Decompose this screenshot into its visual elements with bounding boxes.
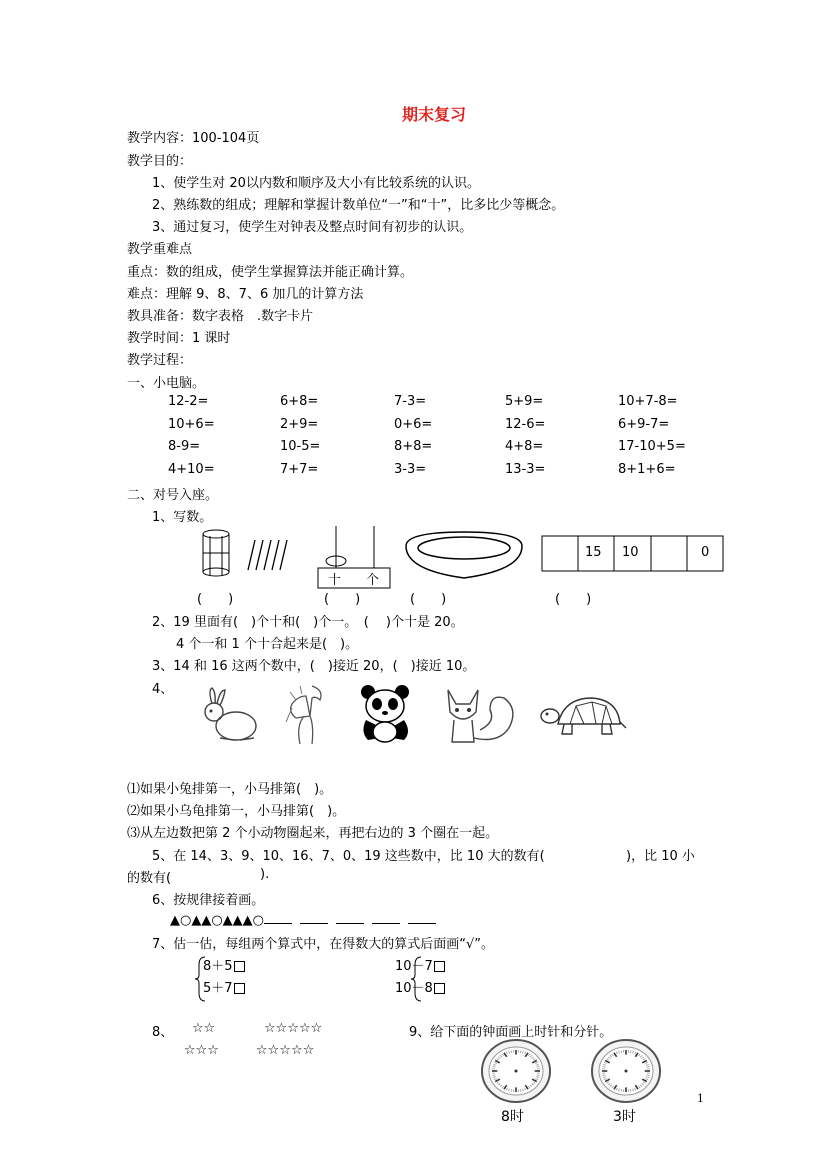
question-9: 9、给下面的钟面画上时针和分针。 (409, 1025, 613, 1040)
question-5d: ). (260, 867, 270, 882)
calc-item: 10+7-8= (618, 394, 678, 409)
panda-picture (358, 682, 416, 746)
question-6: 6、按规律接着画。 (152, 893, 265, 908)
question-2a: 2、19 里面有( )个十和( )个一。 ( )个十是 20。 (152, 615, 464, 630)
q7-right-expr (395, 977, 445, 996)
stars-group: ☆☆☆☆☆ (264, 1021, 323, 1036)
answer-box[interactable] (434, 961, 445, 972)
question-5c: 的数有( (127, 871, 172, 886)
question-4-1: ⑴如果小兔排第一，小马排第( )。 (127, 782, 333, 797)
calc-item: 8+8= (394, 439, 433, 454)
stars-group: ☆☆ (192, 1021, 216, 1036)
plate-figure (403, 530, 525, 582)
calc-item: 5+9= (505, 394, 544, 409)
question-4-3: ⑶从左边数把第 2 个小动物圈起来，再把右边的 3 个圈在一起。 (127, 826, 499, 841)
tools-line: 教具准备：数字表格 .数字卡片 (127, 309, 314, 324)
expression-text: 10－8 (395, 981, 433, 996)
key-point: 重点：数的组成，使学生掌握算法并能正确计算。 (127, 265, 414, 280)
abacus-ones-label: 个 (366, 573, 380, 588)
clock-face-2[interactable] (591, 1039, 663, 1105)
hard-point: 难点：理解 9、8、7、6 加几的计算方法 (127, 287, 364, 302)
goal-3: 3、通过复习，使学生对钟表及整点时间有初步的认识。 (152, 220, 473, 235)
calc-item: 3-3= (394, 461, 427, 477)
process-heading: 教学过程： (127, 353, 193, 368)
calc-item: 2+9= (280, 416, 319, 432)
expression-text: 8＋5 (203, 959, 233, 974)
page-title: 期末复习 (402, 105, 467, 124)
answer-paren: ( ) (555, 592, 592, 607)
answer-paren: ( ) (197, 592, 234, 607)
answer-line[interactable] (408, 911, 436, 924)
calc-item: 7+7= (280, 461, 319, 477)
goals-heading: 教学目的： (127, 154, 193, 169)
difficulty-heading: 教学重难点 (127, 242, 193, 257)
calc-item: 17-10+5= (618, 439, 686, 454)
calc-item: 6+8= (280, 394, 319, 409)
question-2b: 4 个一和 1 个十合起来是( )。 (176, 637, 359, 652)
time-line: 教学时间：1 课时 (127, 331, 231, 346)
q7-left-expr (203, 977, 245, 996)
abacus-tens-label: 十 (328, 573, 342, 588)
answer-line[interactable] (300, 911, 328, 924)
calc-item: 12-2= (168, 394, 209, 409)
calc-row (168, 394, 728, 417)
calc-item: 7-3= (394, 394, 427, 409)
calc-row (168, 462, 728, 485)
question-4: 4、 (152, 682, 174, 697)
question-5b: )，比 10 小 (626, 849, 695, 864)
content-line: 教学内容：100-104页 (127, 131, 260, 146)
calc-item: 8-9= (168, 439, 201, 454)
clock-label-2: 3时 (613, 1109, 636, 1125)
question-3: 3、14 和 16 这两个数中，( )接近 20，( )接近 10。 (152, 659, 476, 674)
goal-2: 2、熟练数的组成；理解和掌握计数单位“一”和“十”，比多比少等概念。 (152, 198, 565, 213)
answer-box[interactable] (434, 983, 445, 994)
fox-picture (440, 686, 520, 746)
calc-item: 13-3= (505, 461, 546, 477)
clock-label-1: 8时 (501, 1109, 524, 1125)
section-2-heading: 二、对号入座。 (127, 488, 219, 503)
question-7: 7、估一估，每组两个算式中，在得数大的算式后面画“√”。 (152, 937, 495, 952)
question-8: 8、 (152, 1025, 174, 1040)
q7-right-expr (395, 955, 445, 974)
calc-row (168, 417, 728, 440)
answer-line[interactable] (264, 911, 292, 924)
question-4-2: ⑵如果小乌龟排第一，小马排第( )。 (127, 804, 346, 819)
answer-line[interactable] (372, 911, 400, 924)
calc-row (168, 439, 728, 462)
calc-item: 12-6= (505, 416, 546, 432)
stars-group: ☆☆☆ (184, 1043, 219, 1058)
answer-paren: ( ) (324, 592, 361, 607)
calc-grid (168, 394, 728, 484)
strip-cell: 10 (622, 545, 639, 560)
calc-item: 10+6= (168, 416, 215, 432)
goal-1: 1、使学生对 20以内数和顺序及大小有比较系统的认识。 (152, 176, 480, 191)
strip-cell: 15 (585, 545, 602, 560)
calc-item: 6+9-7= (618, 416, 670, 432)
calc-item: 4+8= (505, 439, 544, 454)
expression-text: 10－7 (395, 959, 433, 974)
stars-group: ☆☆☆☆☆ (256, 1043, 315, 1058)
clock-face-1[interactable] (481, 1039, 553, 1105)
horse-picture (282, 682, 328, 748)
page-number: 1 (697, 1090, 704, 1105)
answer-box[interactable] (234, 961, 245, 972)
answer-line[interactable] (336, 911, 364, 924)
calc-item: 10-5= (280, 439, 321, 454)
answer-paren: ( ) (410, 592, 447, 607)
turtle-picture (540, 694, 628, 740)
question-5a: 5、在 14、3、9、10、16、7、0、19 这些数中，比 10 大的数有( (152, 849, 545, 864)
cylinder-figure (200, 528, 240, 580)
sticks-figure (244, 538, 290, 572)
answer-box[interactable] (234, 983, 245, 994)
calc-item: 0+6= (394, 416, 433, 432)
expression-text: 5＋7 (203, 981, 233, 996)
pattern-row (170, 911, 444, 928)
question-1: 1、写数。 (152, 510, 213, 525)
calc-item: 8+1+6= (618, 461, 676, 477)
strip-cell: 0 (701, 545, 710, 560)
rabbit-picture (200, 688, 262, 744)
q7-left-expr (203, 955, 245, 974)
section-1-heading: 一、小电脑。 (127, 376, 206, 391)
calc-item: 4+10= (168, 461, 215, 477)
shape-pattern: ▲○▲▲○▲▲▲○ (170, 913, 265, 928)
